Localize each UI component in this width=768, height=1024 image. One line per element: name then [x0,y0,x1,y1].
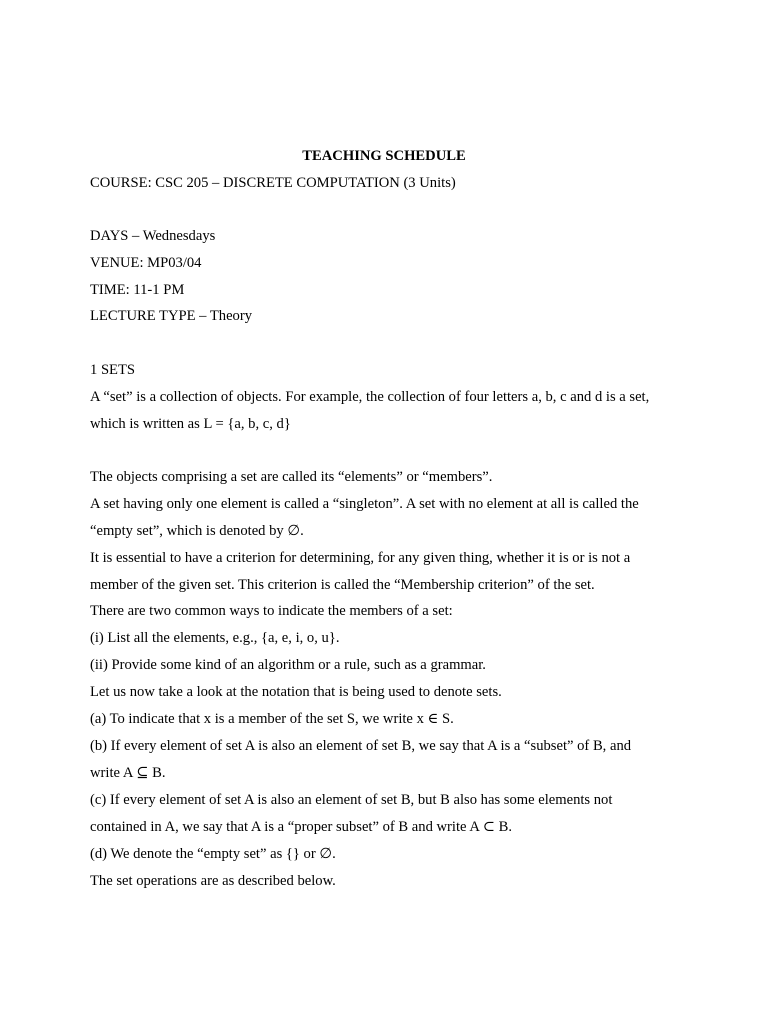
paragraph-line: “empty set”, which is denoted by ∅. [90,523,304,539]
paragraph-line: A set having only one element is called a “singleton”. A set with no element at all is called the [90,496,639,512]
section-heading: 1 SETS [90,362,136,378]
document-title-text: TEACHING SCHEDULE [302,148,466,164]
paragraph-line: (b) If every element of set A is also an element of set B, we say that A is a “subset” of B, and [90,738,632,754]
course-line: COURSE: CSC 205 – DISCRETE COMPUTATION (3 Units) [90,175,456,191]
paragraph-line: (i) List all the elements, e.g., {a, e, i, o, u}. [90,630,340,646]
paragraph-line: (ii) Provide some kind of an algorithm or a rule, such as a grammar. [90,657,486,673]
paragraph-line: The objects comprising a set are called its “elements” or “members”. [90,469,493,485]
paragraph-line: (d) We denote the “empty set” as {} or ∅. [90,846,336,862]
paragraph-line: It is essential to have a criterion for determining, for any given thing, whether it is or is not a [90,550,631,566]
paragraph-line: The set operations are as described below. [90,873,336,889]
paragraph-line: contained in A, we say that A is a “proper subset” of B and write A ⊂ B. [90,819,512,835]
lecture-type-line: LECTURE TYPE – Theory [90,308,253,324]
time-line: TIME: 11-1 PM [90,282,185,298]
document-title [0,147,768,165]
paragraph-line: There are two common ways to indicate the members of a set: [90,603,453,619]
paragraph-line: (a) To indicate that x is a member of the set S, we write x ∈ S. [90,711,454,727]
paragraph-line: (c) If every element of set A is also an element of set B, but B also has some elements not [90,792,613,808]
paragraph-line: member of the given set. This criterion is called the “Membership criterion” of the set. [90,577,595,593]
venue-line: VENUE: MP03/04 [90,255,202,271]
paragraph-line: which is written as L = {a, b, c, d} [90,416,291,432]
days-line: DAYS – Wednesdays [90,228,216,244]
paragraph-line: Let us now take a look at the notation that is being used to denote sets. [90,684,502,700]
paragraph-line: A “set” is a collection of objects. For example, the collection of four letters a, b, c and d is a set, [90,389,650,405]
paragraph-line: write A ⊆ B. [90,765,166,781]
